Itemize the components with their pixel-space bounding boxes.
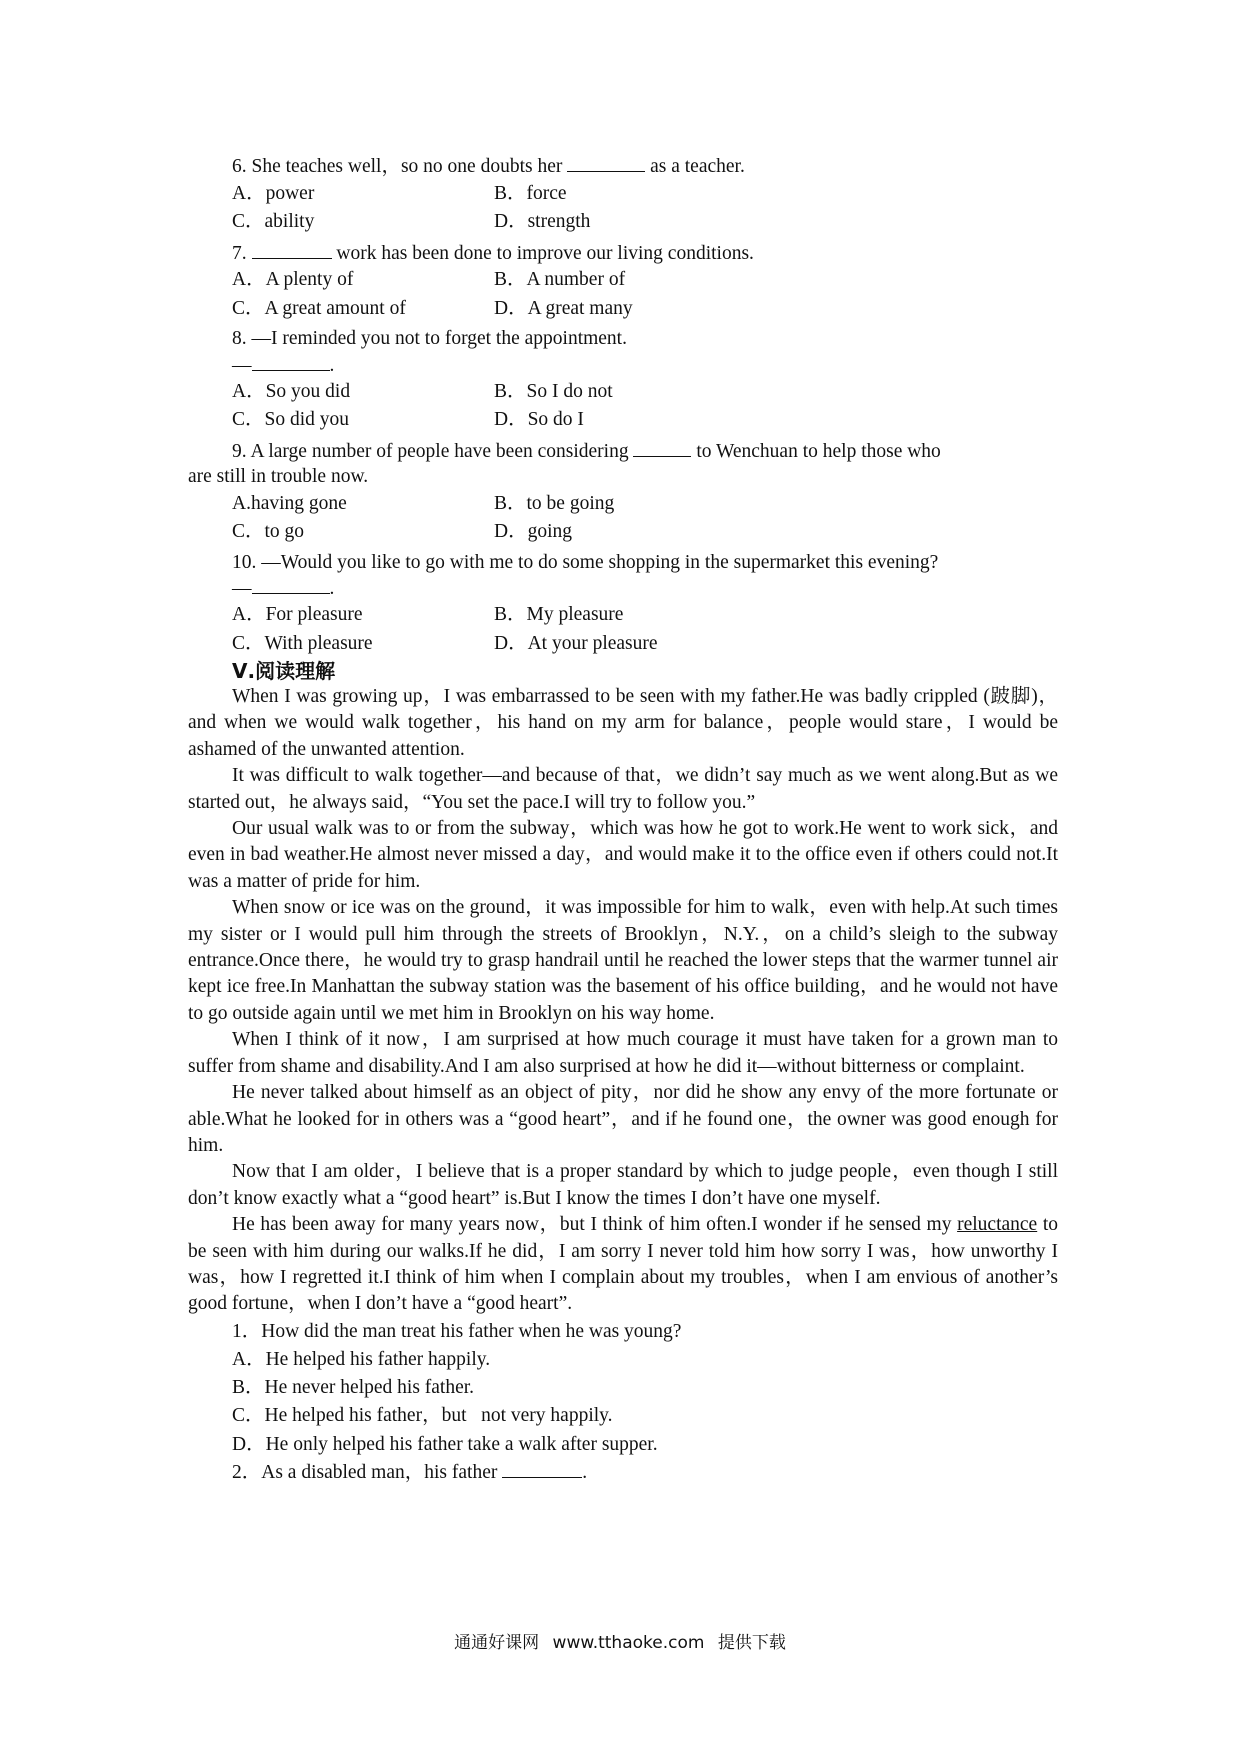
question-text: to Wenchuan to help those who: [691, 440, 941, 462]
reading-option-a: A．He helped his father happily.: [232, 1348, 491, 1370]
options-row: [188, 490, 1058, 519]
option-d: D．A great many: [494, 297, 633, 319]
reply-line: — .: [188, 575, 1058, 601]
page-footer: [0, 1628, 1240, 1653]
answer-blank: [633, 438, 691, 457]
answer-blank: [252, 352, 330, 371]
dash-mark: —: [232, 354, 252, 376]
footer-site-name: 通通好课网: [454, 1633, 540, 1653]
option-a: A.having gone: [232, 492, 347, 514]
options-row: [188, 630, 1058, 659]
option-c: C．With pleasure: [232, 632, 373, 654]
document-page: [188, 150, 1058, 1487]
options-row: [188, 378, 1058, 407]
dash-mark: —: [232, 578, 252, 599]
passage-paragraph: Now that I am older，I believe that is a proper standard by which to judge people，even though I still don’t know exactly what a “good heart” is.But I know the times I don’t have one myself.: [188, 1161, 1058, 1209]
options-row: [188, 208, 1058, 237]
options-row: [188, 406, 1058, 435]
reply-line: — .: [188, 352, 1058, 378]
answer-blank: [252, 240, 332, 259]
option-a: A．So you did: [232, 380, 351, 402]
passage-paragraph: When I was growing up，I was embarrassed to be seen with my father.He was badly crippled (跛脚)，and when we would walk together，his hand on my arm for balance，people would stare，I would be ashamed of the unwanted attention.: [188, 686, 1058, 760]
question-text: —I reminded you not to forget the appointment.: [251, 328, 627, 349]
options-row: [188, 518, 1058, 547]
question-8: [188, 326, 1058, 352]
option-d: D．So do I: [494, 409, 584, 430]
option-a: A．power: [232, 182, 315, 204]
reading-option-b: B．He never helped his father.: [232, 1377, 475, 1399]
passage-paragraph: When snow or ice was on the ground，it was impossible for him to walk，even with help.At such times my sister or I would pull him through the streets of Brooklyn，N.Y.，on a child’s sleigh to the subway entrance.Once there，he would try to grasp handrail until he reached the lower steps that the warmer tunnel air kept ice free.In Manhattan the subway station was the basement of his office building，and he would not have to go outside again until we met him in Brooklyn on his way home.: [188, 897, 1058, 1024]
footer-url: www.tthaoke.com: [552, 1633, 705, 1653]
option-d: D．going: [494, 521, 573, 542]
option-c: C．A great amount of: [232, 297, 406, 319]
answer-blank: [502, 1459, 582, 1478]
reading-question-1: 1．How did the man treat his father when he was young?: [232, 1320, 682, 1342]
question-text: She teaches well，so no one doubts her: [251, 156, 568, 177]
question-number: 6.: [232, 156, 247, 177]
options-row: [188, 295, 1058, 324]
reading-option-d: D．He only helped his father take a walk after supper.: [232, 1433, 658, 1455]
question-6: [188, 153, 1058, 180]
question-number: 9.: [232, 440, 247, 462]
underlined-word: reluctance: [957, 1214, 1038, 1236]
reading-question-2: [188, 1459, 1058, 1487]
passage-text: He has been away for many years now，but I think of him often.I wonder if he sensed my: [232, 1214, 958, 1236]
options-row: [188, 601, 1058, 630]
option-b: B．force: [494, 182, 567, 204]
section-title: Ⅴ.阅读理解: [232, 659, 336, 683]
question-9-continued: are still in trouble now.: [188, 466, 369, 487]
answer-blank: [567, 153, 645, 172]
option-a: A．For pleasure: [232, 604, 363, 625]
answer-blank: [252, 575, 330, 594]
option-a: A．A plenty of: [232, 269, 354, 290]
question-text: work has been done to improve our living conditions.: [331, 242, 754, 264]
question-7: [188, 240, 1058, 267]
passage-paragraph: He never talked about himself as an object of pity，nor did he show any envy of the more fortunate or able.What he looked for in others was a “good heart”，and if he found one，the owner was good enough for him.: [188, 1082, 1058, 1156]
passage-paragraph-last: [188, 1212, 1058, 1318]
passage-paragraph: Our usual walk was to or from the subway，which was how he got to work.He went to work sick，and even in bad weather.He almost never missed a day，and would make it to the office even if others could not.It was a matter of pride for him.: [188, 818, 1058, 892]
footer-note: 提供下载: [717, 1633, 786, 1653]
passage-paragraph: When I think of it now，I am surprised at how much courage it must have taken for a grown man to suffer from shame and disability.And I am also surprised at how he did it—without bitterness or complaint.: [188, 1029, 1058, 1077]
passage-paragraph: It was difficult to walk together—and because of that，we didn’t say much as we went along.But as we started out，he always said，“You set the pace.I will try to follow you.”: [188, 765, 1058, 813]
question-text: as a teacher.: [645, 156, 745, 177]
question-9: [188, 438, 1058, 465]
option-c: C．ability: [232, 211, 315, 232]
option-c: C．to go: [232, 521, 305, 542]
question-number: 8.: [232, 328, 247, 349]
option-b: B．to be going: [494, 492, 615, 514]
reading-option-c: C．He helped his father，but not very happily.: [232, 1405, 613, 1427]
options-row: [188, 266, 1058, 295]
option-b: B．So I do not: [494, 380, 613, 402]
question-number: 7.: [232, 242, 247, 264]
question-number: 10.: [232, 551, 257, 573]
option-b: B．A number of: [494, 269, 626, 290]
option-b: B．My pleasure: [494, 604, 624, 625]
options-row: [188, 180, 1058, 209]
question-text: A large number of people have been considering: [250, 440, 634, 462]
passage-text: to be seen with him during our walks.If he did，I am sorry I never told him how sorry I was，how unworthy I was，how I regretted it.I think of him when I complain about my troubles，when I am envious of another’s good fortune，when I don’t have a “good heart”.: [188, 1214, 1059, 1315]
question-text: —Would you like to go with me to do some shopping in the supermarket this evening?: [261, 551, 939, 573]
question-text: 2．As a disabled man，his father: [232, 1461, 503, 1483]
question-10: [188, 550, 1058, 576]
option-d: D．strength: [494, 211, 591, 232]
option-d: D．At your pleasure: [494, 632, 658, 654]
question-text: .: [582, 1461, 588, 1483]
option-c: C．So did you: [232, 409, 350, 430]
